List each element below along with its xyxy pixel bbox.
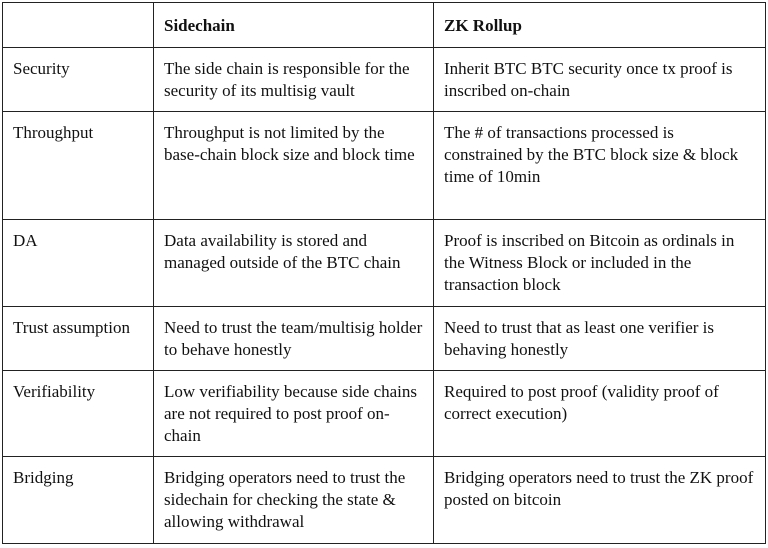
- zk-rollup-cell-trust-assumption: Need to trust that as least one verifier is behaving honestly: [434, 307, 766, 371]
- table-row: [3, 48, 766, 112]
- table-header-row: [3, 3, 766, 48]
- header-cell-empty: [3, 3, 154, 48]
- row-label-trust-assumption: Trust assumption: [3, 307, 154, 371]
- zk-rollup-cell-security: Inherit BTC BTC security once tx proof is inscribed on-chain: [434, 48, 766, 112]
- zk-rollup-cell-throughput: The # of transactions processed is constrained by the BTC block size & block time of 10min: [434, 112, 766, 220]
- header-cell-sidechain: Sidechain: [154, 3, 434, 48]
- row-label-throughput: Throughput: [3, 112, 154, 220]
- comparison-table: [2, 2, 766, 544]
- sidechain-cell-throughput: Throughput is not limited by the base-chain block size and block time: [154, 112, 434, 220]
- row-label-verifiability: Verifiability: [3, 371, 154, 457]
- sidechain-cell-da: Data availability is stored and managed outside of the BTC chain: [154, 220, 434, 307]
- sidechain-cell-security: The side chain is responsible for the security of its multisig vault: [154, 48, 434, 112]
- row-label-security: Security: [3, 48, 154, 112]
- table-row: [3, 112, 766, 220]
- zk-rollup-cell-bridging: Bridging operators need to trust the ZK proof posted on bitcoin: [434, 457, 766, 544]
- table-row: [3, 307, 766, 371]
- sidechain-cell-verifiability: Low verifiability because side chains are not required to post proof on-chain: [154, 371, 434, 457]
- row-label-bridging: Bridging: [3, 457, 154, 544]
- table-row: [3, 371, 766, 457]
- zk-rollup-cell-da: Proof is inscribed on Bitcoin as ordinals in the Witness Block or included in the transaction block: [434, 220, 766, 307]
- table-row: [3, 457, 766, 544]
- header-cell-zk-rollup: ZK Rollup: [434, 3, 766, 48]
- sidechain-cell-bridging: Bridging operators need to trust the sidechain for checking the state & allowing withdrawal: [154, 457, 434, 544]
- table-row: [3, 220, 766, 307]
- sidechain-cell-trust-assumption: Need to trust the team/multisig holder to behave honestly: [154, 307, 434, 371]
- zk-rollup-cell-verifiability: Required to post proof (validity proof of correct execution): [434, 371, 766, 457]
- row-label-da: DA: [3, 220, 154, 307]
